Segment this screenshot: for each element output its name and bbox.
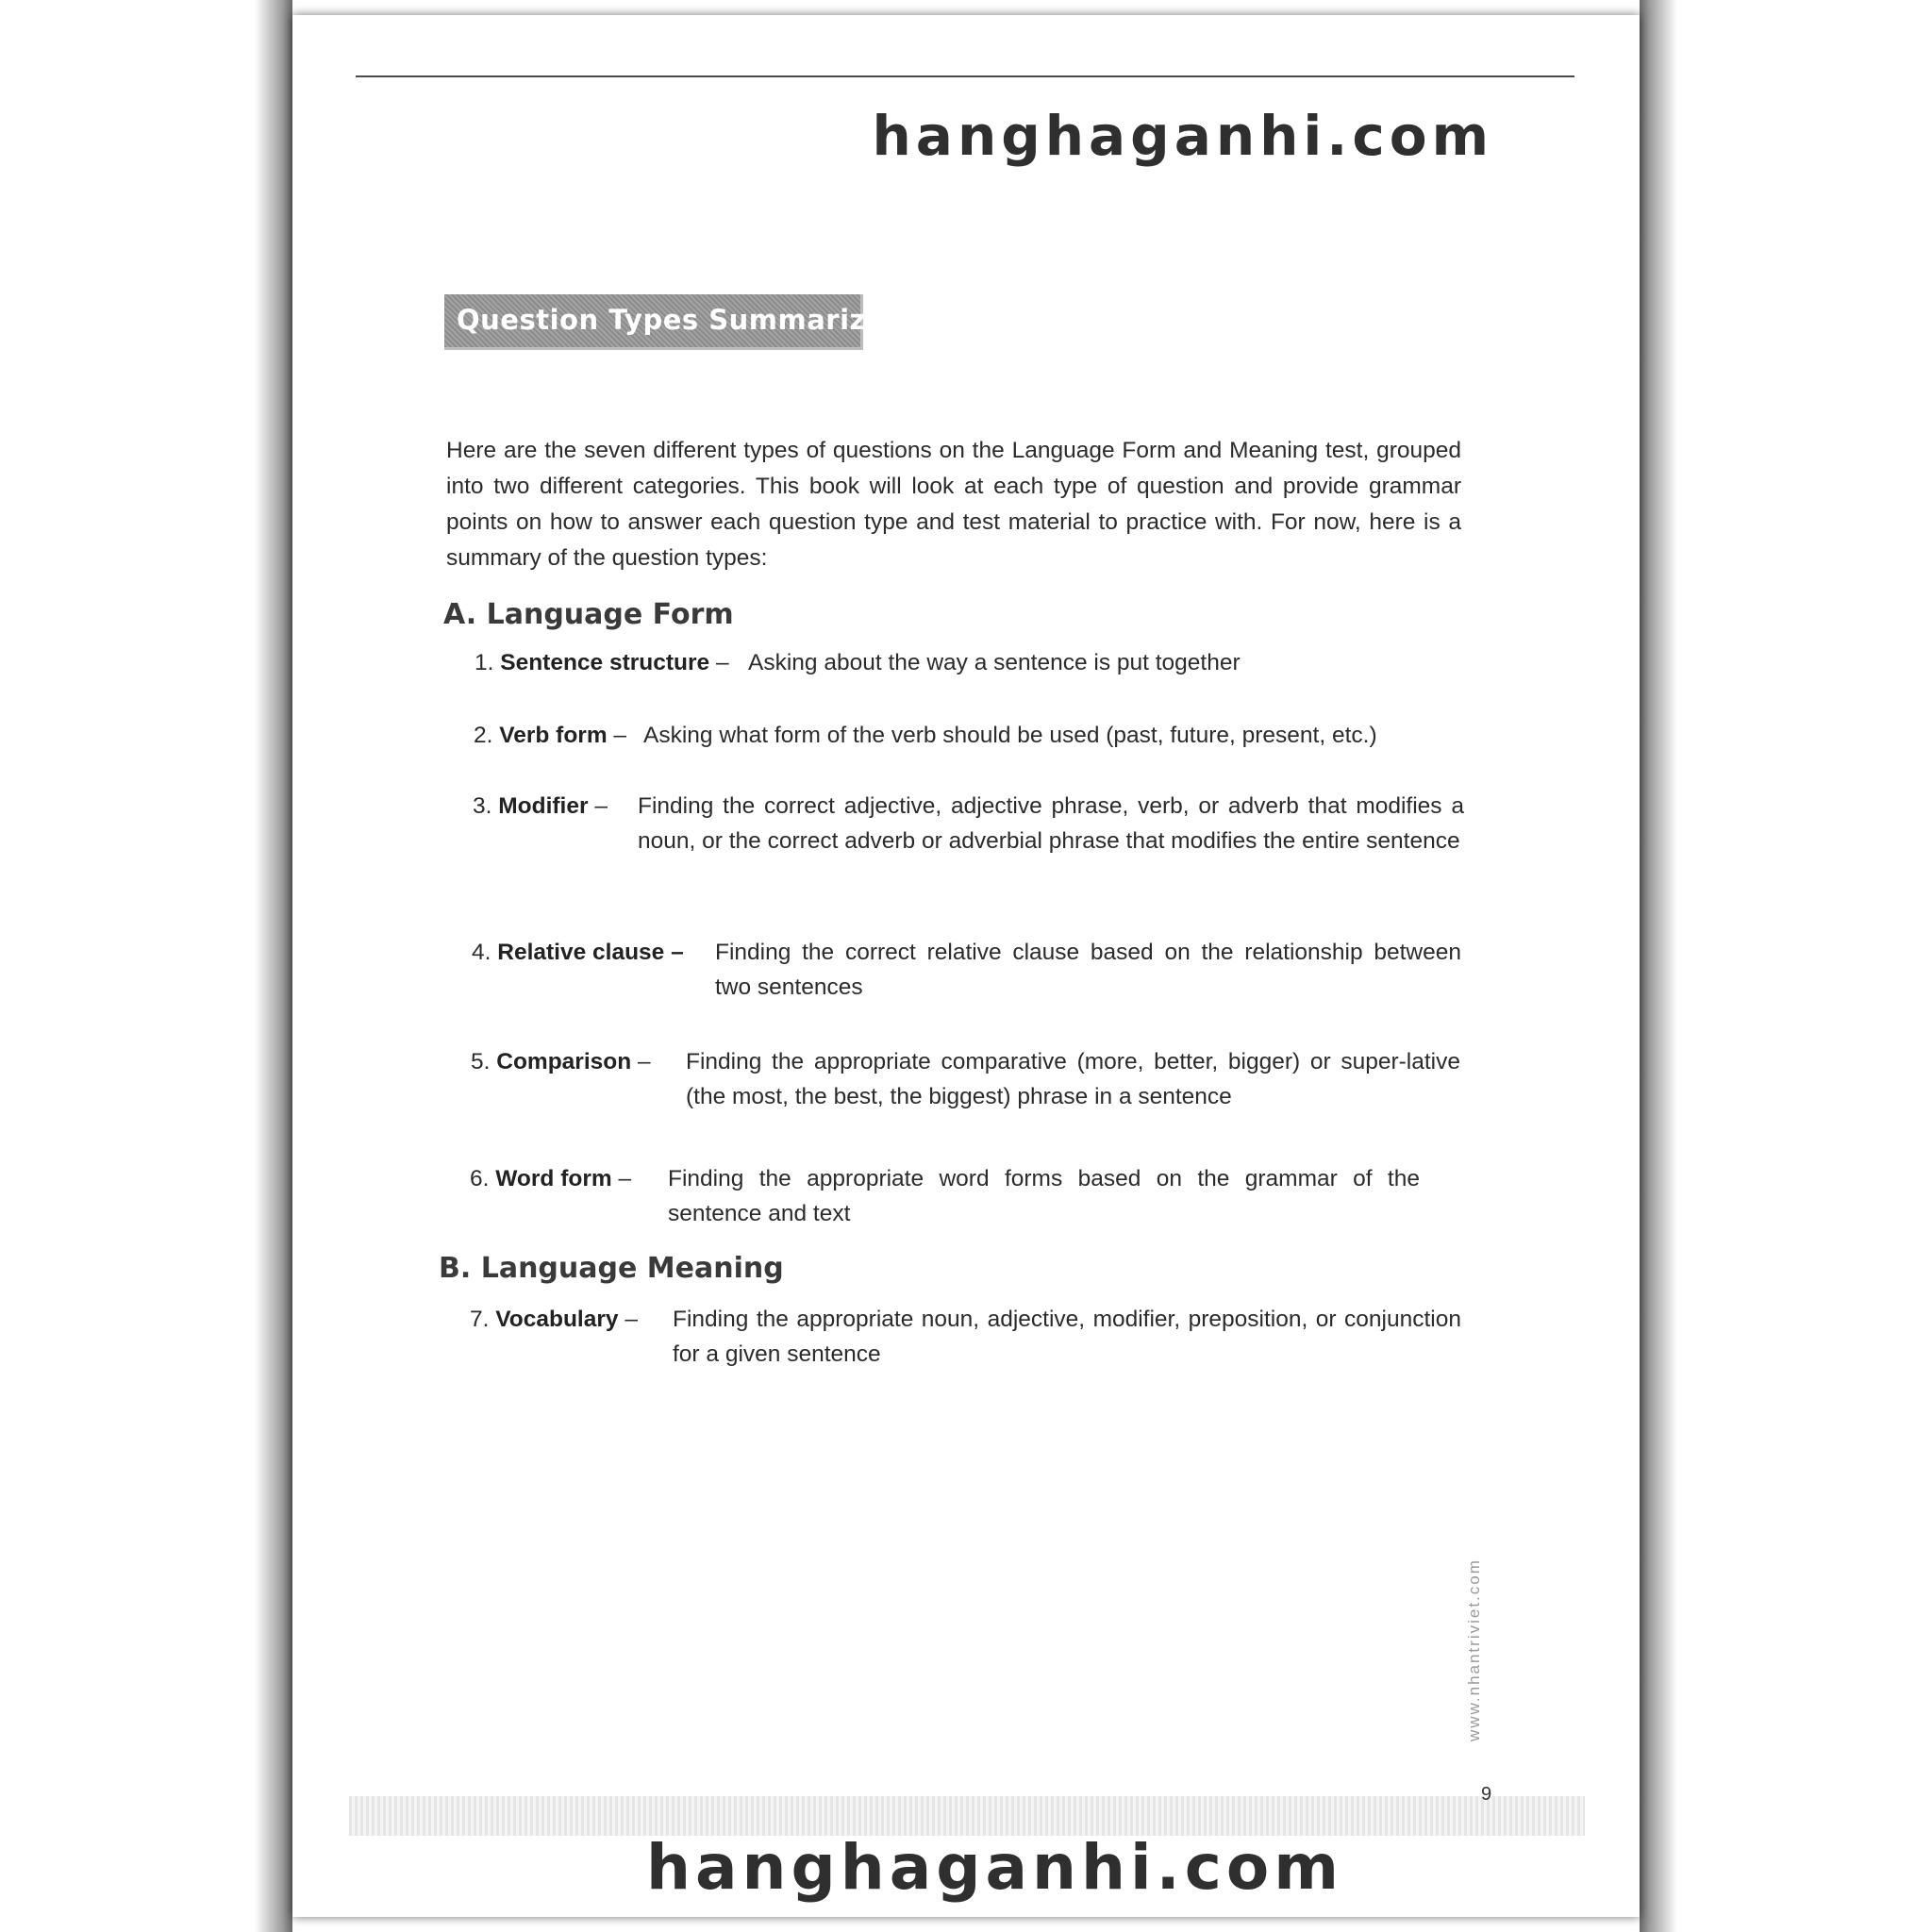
- section-title-badge: [444, 294, 906, 350]
- item-lead: 1. Sentence structure –: [475, 650, 729, 675]
- watermark-bottom: hanghaganhi.com: [646, 1831, 1343, 1904]
- item-term: Word form: [495, 1166, 612, 1191]
- list-item: [470, 1302, 1470, 1375]
- category-heading-language-meaning: B. Language Meaning: [439, 1252, 784, 1285]
- list-item: [472, 935, 1472, 1008]
- item-description: Finding the appropriate comparative (more, better, bigger) or super-lative (the most, the best, the biggest) phrase in a sentence: [686, 1049, 1460, 1109]
- page-shadow-right: [1640, 0, 1932, 1932]
- item-term: Sentence structure: [500, 650, 710, 675]
- item-description: Asking about the way a sentence is put together: [748, 650, 1241, 675]
- item-lead: 5. Comparison –: [471, 1049, 651, 1074]
- item-term: Vocabulary: [495, 1307, 619, 1332]
- side-url-text: www.nhantriviet.com: [1465, 1558, 1483, 1741]
- item-term: Relative clause –: [497, 940, 684, 965]
- category-heading-language-form: A. Language Form: [443, 598, 734, 631]
- item-description: Finding the appropriate noun, adjective, modifier, preposition, or conjunction for a given sentence: [673, 1307, 1461, 1367]
- item-lead: 3. Modifier –: [473, 793, 608, 819]
- item-description: Asking what form of the verb should be used (past, future, present, etc.): [643, 723, 1377, 748]
- watermark-top: hanghaganhi.com: [872, 104, 1493, 168]
- page-number: 9: [1481, 1784, 1492, 1805]
- side-url: [1465, 1524, 1493, 1741]
- item-term: Comparison: [496, 1049, 632, 1074]
- page-shadow-left: [0, 0, 292, 1932]
- header-rule: [356, 75, 1574, 77]
- item-term: Verb form: [499, 723, 608, 748]
- item-lead: 7. Vocabulary –: [470, 1307, 638, 1332]
- list-item: [474, 718, 1474, 756]
- list-item: [473, 789, 1473, 897]
- item-lead: 4. Relative clause –: [472, 940, 684, 965]
- item-description: Finding the correct relative clause based on the relationship between two sentences: [715, 940, 1461, 1000]
- footer-texture-band: [349, 1796, 1585, 1836]
- list-item: [470, 1161, 1423, 1235]
- item-description: Finding the appropriate word forms based on the grammar of the sentence and text: [668, 1166, 1420, 1226]
- list-item: [475, 645, 1474, 683]
- item-term: Modifier: [498, 793, 589, 819]
- section-title: Question Types Summarized: [457, 304, 906, 336]
- book-page: [292, 15, 1640, 1917]
- intro-paragraph: Here are the seven different types of questions on the Language Form and Meaning test, grouped into two different categories. This book will look at each type of question and provide grammar points on how to answer each question type and test material to practice with. For now, here is a summary of the question types:: [446, 438, 1461, 571]
- item-lead: 6. Word form –: [470, 1166, 632, 1191]
- item-description: Finding the correct adjective, adjective phrase, verb, or adverb that modifies a noun, or the correct adverb or adverbial phrase that modifies the entire sentence: [638, 793, 1464, 854]
- list-item: [471, 1044, 1471, 1118]
- item-lead: 2. Verb form –: [474, 723, 627, 748]
